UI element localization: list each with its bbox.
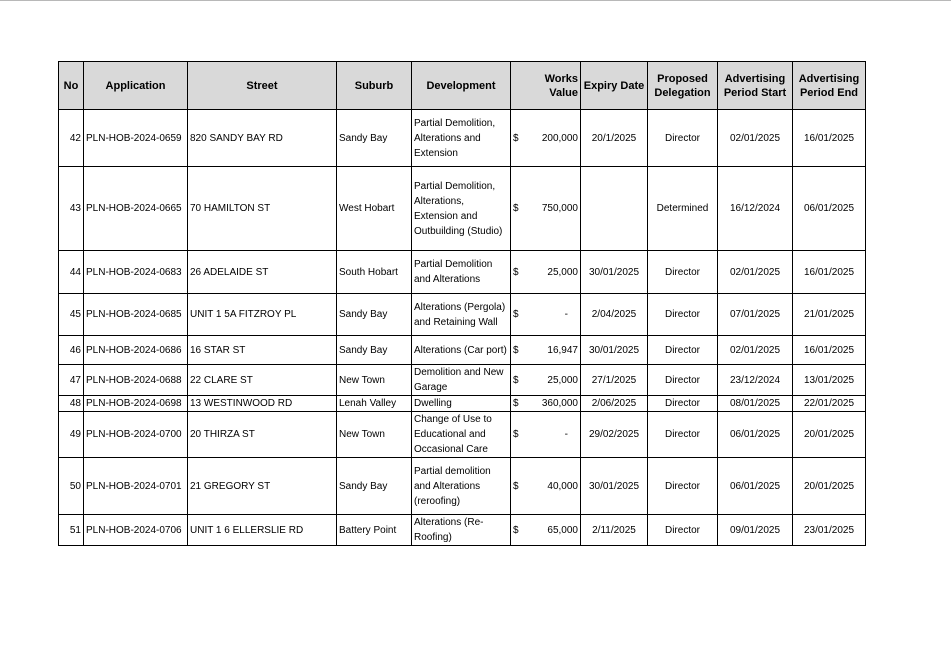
cell-advertising-start: 07/01/2025: [718, 294, 793, 336]
cell-application: PLN-HOB-2024-0685: [84, 294, 188, 336]
header-advertising-start: [718, 62, 793, 110]
cell-no: 46: [59, 336, 84, 365]
header-works-value: [511, 62, 581, 110]
works-amount: 25,000: [547, 266, 578, 278]
cell-development: Alterations (Pergola) and Retaining Wall: [412, 294, 511, 336]
cell-advertising-start: 06/01/2025: [718, 412, 793, 458]
header-expiry-date: Expiry Date: [581, 62, 648, 110]
cell-street: 70 HAMILTON ST: [188, 167, 337, 251]
table-row: [59, 336, 866, 365]
cell-advertising-end: 20/01/2025: [793, 458, 866, 515]
cell-advertising-end: 20/01/2025: [793, 412, 866, 458]
table-header-row: [59, 62, 866, 110]
header-adv-end-line2: Period End: [799, 86, 859, 99]
cell-suburb: Sandy Bay: [337, 294, 412, 336]
header-delegation-line2: Delegation: [654, 86, 711, 99]
works-amount: 360,000: [541, 398, 578, 409]
table-row: [59, 294, 866, 336]
cell-delegation: Director: [648, 251, 718, 294]
cell-works-value: [511, 458, 581, 515]
currency-symbol: $: [513, 344, 519, 356]
cell-application: PLN-HOB-2024-0686: [84, 336, 188, 365]
cell-delegation: Director: [648, 515, 718, 546]
cell-expiry-date: 30/01/2025: [581, 458, 648, 515]
cell-application: PLN-HOB-2024-0700: [84, 412, 188, 458]
header-application: Application: [84, 62, 188, 110]
cell-suburb: Sandy Bay: [337, 336, 412, 365]
currency-symbol: $: [513, 524, 519, 536]
header-adv-start-line1: Advertising: [724, 72, 786, 85]
cell-development: Demolition and New Garage: [412, 365, 511, 396]
cell-development: Partial Demolition and Alterations: [412, 251, 511, 294]
currency-symbol: $: [513, 429, 519, 440]
cell-no: 50: [59, 458, 84, 515]
cell-development: Partial Demolition, Alterations, Extension and Outbuilding (Studio): [412, 167, 511, 251]
cell-expiry-date: 30/01/2025: [581, 336, 648, 365]
cell-street: 820 SANDY BAY RD: [188, 110, 337, 167]
cell-expiry-date: [581, 167, 648, 251]
table-row: [59, 412, 866, 458]
cell-application: PLN-HOB-2024-0688: [84, 365, 188, 396]
cell-advertising-end: 16/01/2025: [793, 336, 866, 365]
cell-development: Change of Use to Educational and Occasional Care: [412, 412, 511, 458]
works-amount: -: [564, 429, 568, 440]
cell-street: 22 CLARE ST: [188, 365, 337, 396]
currency-symbol: $: [513, 480, 519, 492]
currency-symbol: $: [513, 309, 519, 320]
planning-applications-table: [58, 61, 866, 546]
header-development: Development: [412, 62, 511, 110]
cell-no: 48: [59, 396, 84, 412]
cell-development: Partial Demolition, Alterations and Extension: [412, 110, 511, 167]
works-amount: 750,000: [541, 203, 578, 214]
cell-street: UNIT 1 6 ELLERSLIE RD: [188, 515, 337, 546]
cell-delegation: Director: [648, 294, 718, 336]
cell-street: 20 THIRZA ST: [188, 412, 337, 458]
table-row: [59, 396, 866, 412]
cell-street: 26 ADELAIDE ST: [188, 251, 337, 294]
cell-advertising-start: 09/01/2025: [718, 515, 793, 546]
cell-advertising-start: 02/01/2025: [718, 110, 793, 167]
cell-advertising-end: 21/01/2025: [793, 294, 866, 336]
header-adv-start-line2: Period Start: [723, 86, 787, 99]
table-row: [59, 365, 866, 396]
header-adv-end-line1: Advertising: [798, 72, 860, 85]
cell-street: 13 WESTINWOOD RD: [188, 396, 337, 412]
cell-suburb: New Town: [337, 412, 412, 458]
works-amount: 16,947: [547, 344, 578, 356]
cell-advertising-end: 16/01/2025: [793, 251, 866, 294]
cell-advertising-start: 08/01/2025: [718, 396, 793, 412]
cell-delegation: Determined: [648, 167, 718, 251]
cell-no: 49: [59, 412, 84, 458]
header-no: No: [59, 62, 84, 110]
header-suburb: Suburb: [337, 62, 412, 110]
cell-advertising-end: 16/01/2025: [793, 110, 866, 167]
cell-works-value: [511, 110, 581, 167]
cell-delegation: Director: [648, 412, 718, 458]
cell-expiry-date: 27/1/2025: [581, 365, 648, 396]
cell-application: PLN-HOB-2024-0665: [84, 167, 188, 251]
cell-delegation: Director: [648, 110, 718, 167]
cell-expiry-date: 2/11/2025: [581, 515, 648, 546]
cell-advertising-end: 22/01/2025: [793, 396, 866, 412]
cell-development: Alterations (Car port): [412, 336, 511, 365]
cell-delegation: Director: [648, 336, 718, 365]
cell-no: 45: [59, 294, 84, 336]
cell-expiry-date: 20/1/2025: [581, 110, 648, 167]
cell-advertising-end: 13/01/2025: [793, 365, 866, 396]
currency-symbol: $: [513, 132, 519, 144]
cell-suburb: Lenah Valley: [337, 396, 412, 412]
currency-symbol: $: [513, 203, 519, 214]
cell-application: PLN-HOB-2024-0683: [84, 251, 188, 294]
cell-street: UNIT 1 5A FITZROY PL: [188, 294, 337, 336]
cell-suburb: Sandy Bay: [337, 110, 412, 167]
cell-no: 42: [59, 110, 84, 167]
cell-suburb: New Town: [337, 365, 412, 396]
cell-advertising-end: 23/01/2025: [793, 515, 866, 546]
currency-symbol: $: [513, 398, 519, 409]
cell-no: 44: [59, 251, 84, 294]
cell-works-value: [511, 336, 581, 365]
header-street: Street: [188, 62, 337, 110]
cell-expiry-date: 29/02/2025: [581, 412, 648, 458]
works-amount: 25,000: [547, 374, 578, 386]
cell-no: 43: [59, 167, 84, 251]
cell-delegation: Director: [648, 396, 718, 412]
cell-delegation: Director: [648, 458, 718, 515]
cell-suburb: Sandy Bay: [337, 458, 412, 515]
cell-works-value: [511, 251, 581, 294]
cell-street: 16 STAR ST: [188, 336, 337, 365]
cell-delegation: Director: [648, 365, 718, 396]
table-row: [59, 251, 866, 294]
table-row: [59, 515, 866, 546]
cell-advertising-start: 02/01/2025: [718, 251, 793, 294]
cell-advertising-start: 06/01/2025: [718, 458, 793, 515]
cell-suburb: West Hobart: [337, 167, 412, 251]
cell-suburb: South Hobart: [337, 251, 412, 294]
header-proposed-delegation: [648, 62, 718, 110]
cell-advertising-start: 02/01/2025: [718, 336, 793, 365]
cell-development: Alterations (Re-Roofing): [412, 515, 511, 546]
cell-application: PLN-HOB-2024-0698: [84, 396, 188, 412]
currency-symbol: $: [513, 266, 519, 278]
cell-works-value: [511, 167, 581, 251]
cell-works-value: [511, 515, 581, 546]
cell-works-value: [511, 365, 581, 396]
cell-development: Dwelling: [412, 396, 511, 412]
header-advertising-end: [793, 62, 866, 110]
table-row: [59, 167, 866, 251]
header-works-line1: Works: [544, 72, 578, 85]
header-works-line2: Value: [549, 86, 578, 99]
cell-application: PLN-HOB-2024-0659: [84, 110, 188, 167]
cell-street: 21 GREGORY ST: [188, 458, 337, 515]
cell-development: Partial demolition and Alterations (reroofing): [412, 458, 511, 515]
cell-suburb: Battery Point: [337, 515, 412, 546]
cell-no: 51: [59, 515, 84, 546]
cell-works-value: [511, 396, 581, 412]
works-amount: 40,000: [547, 480, 578, 492]
cell-advertising-start: 23/12/2024: [718, 365, 793, 396]
table-row: [59, 110, 866, 167]
cell-expiry-date: 30/01/2025: [581, 251, 648, 294]
header-delegation-line1: Proposed: [657, 72, 708, 85]
cell-expiry-date: 2/04/2025: [581, 294, 648, 336]
cell-works-value: [511, 294, 581, 336]
works-amount: 200,000: [541, 132, 578, 144]
works-amount: 65,000: [547, 524, 578, 536]
cell-application: PLN-HOB-2024-0706: [84, 515, 188, 546]
cell-advertising-end: 06/01/2025: [793, 167, 866, 251]
cell-application: PLN-HOB-2024-0701: [84, 458, 188, 515]
cell-no: 47: [59, 365, 84, 396]
cell-expiry-date: 2/06/2025: [581, 396, 648, 412]
page-top-border: [0, 0, 951, 1]
cell-works-value: [511, 412, 581, 458]
table-row: [59, 458, 866, 515]
works-amount: -: [564, 309, 568, 320]
currency-symbol: $: [513, 374, 519, 386]
cell-advertising-start: 16/12/2024: [718, 167, 793, 251]
